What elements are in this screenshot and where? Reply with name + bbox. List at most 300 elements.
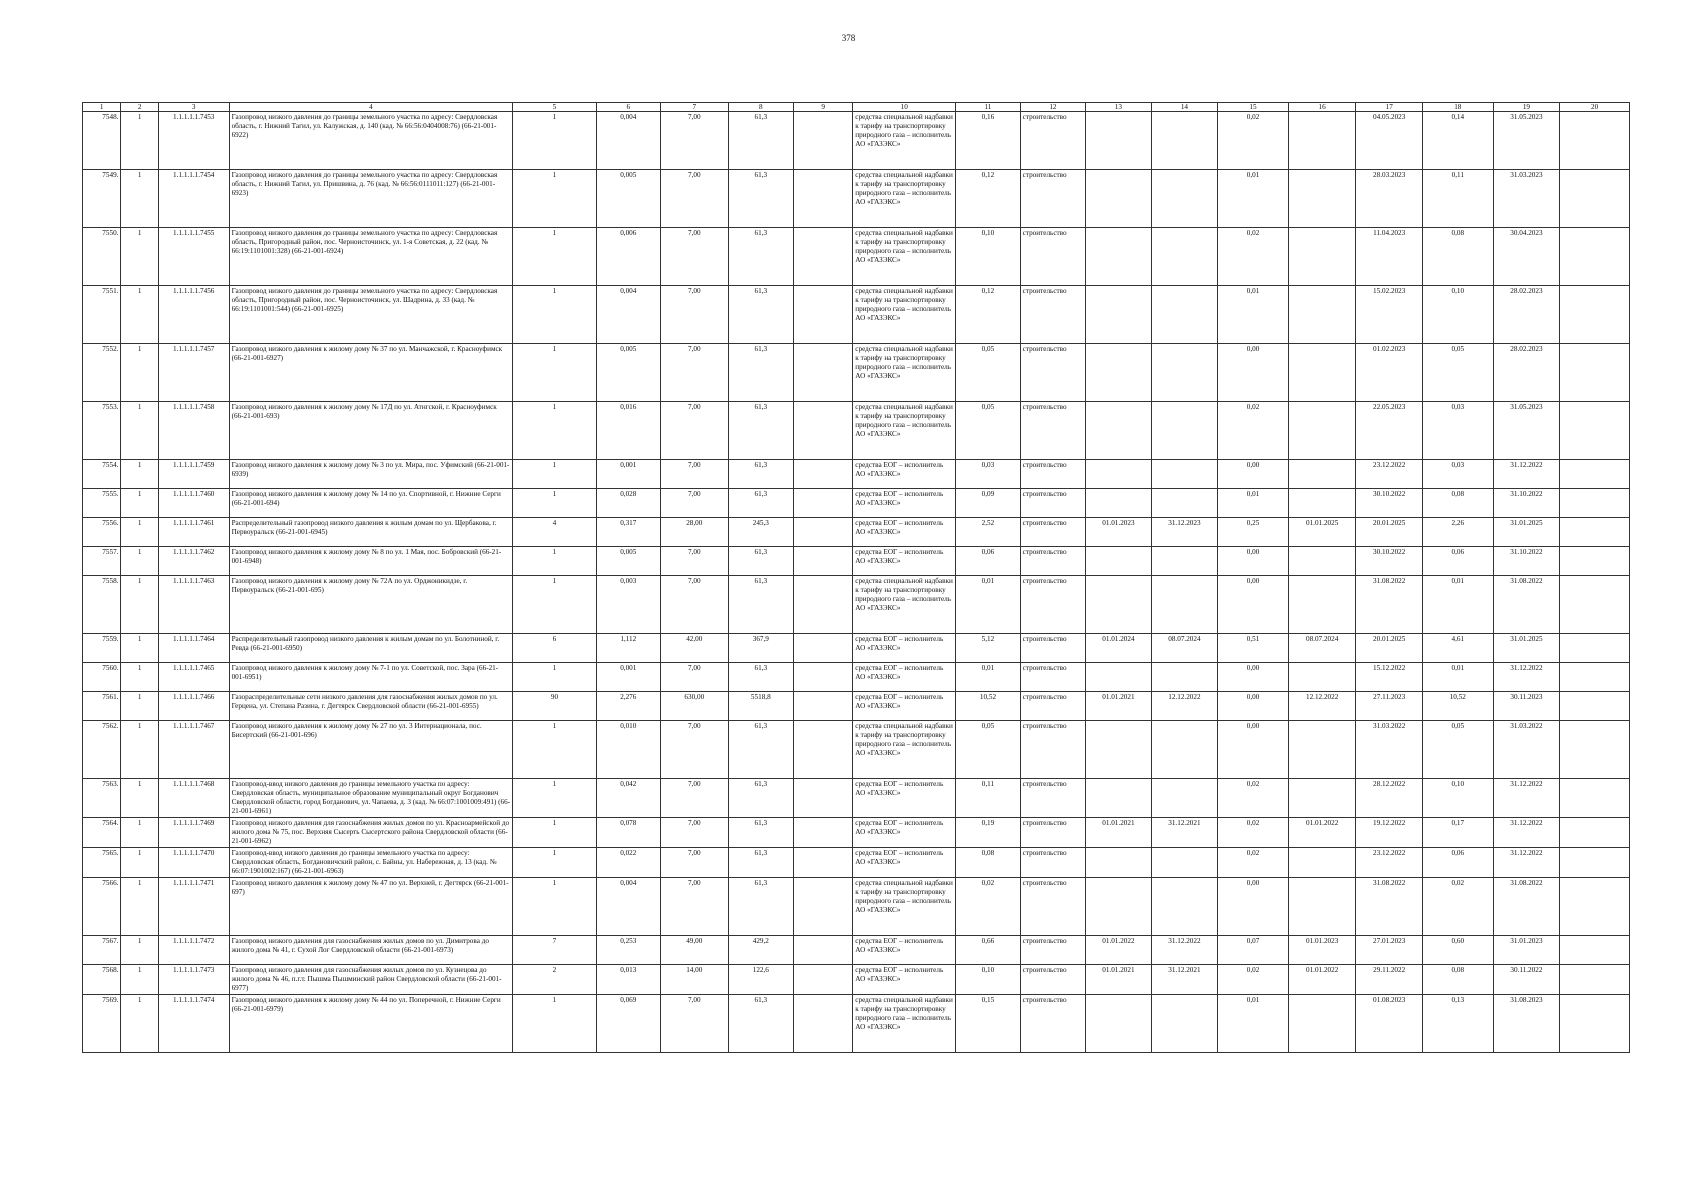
- col9-cell: [794, 692, 853, 721]
- row-number-cell: 7553.: [83, 402, 121, 460]
- table-row: [83, 489, 1630, 518]
- completion-date-cell: 31.10.2022: [1493, 547, 1560, 576]
- length-cell: 0,001: [596, 663, 660, 692]
- col5-cell: 7: [513, 936, 596, 965]
- work-type-cell: строительство: [1020, 634, 1085, 663]
- table-row: [83, 576, 1630, 634]
- col8-cell: 367,9: [728, 634, 793, 663]
- funding-source-cell: средства специальной надбавки к тарифу на транспортировку природного газа – исполнитель АО «ГАЗЭКС»: [853, 286, 956, 344]
- col7-cell: 42,00: [661, 634, 729, 663]
- project-code-cell: 1.1.1.1.1.7472: [158, 936, 229, 965]
- project-code-cell: 1.1.1.1.1.7454: [158, 170, 229, 228]
- table-row: [83, 818, 1630, 848]
- col9-cell: [794, 965, 853, 995]
- col15-cell: 0,02: [1218, 965, 1289, 995]
- col8-cell: 61,3: [728, 721, 793, 779]
- quantity-cell: 1: [121, 818, 158, 848]
- col15-cell: 0,02: [1218, 779, 1289, 818]
- cost-cell: 0,09: [956, 489, 1020, 518]
- funding-source-cell: средства ЕОГ – исполнитель АО «ГАЗЭКС»: [853, 936, 956, 965]
- col18-cell: 0,03: [1422, 402, 1493, 460]
- col8-cell: 61,3: [728, 286, 793, 344]
- col15-cell: 0,01: [1218, 995, 1289, 1053]
- end-date-cell: [1151, 170, 1218, 228]
- project-code-cell: 1.1.1.1.1.7468: [158, 779, 229, 818]
- work-type-cell: строительство: [1020, 936, 1085, 965]
- col5-cell: 1: [513, 995, 596, 1053]
- col5-cell: 4: [513, 518, 596, 547]
- quantity-cell: 1: [121, 547, 158, 576]
- col8-cell: 61,3: [728, 112, 793, 170]
- work-type-cell: строительство: [1020, 460, 1085, 489]
- start-date-cell: [1086, 576, 1151, 634]
- cost-cell: 0,05: [956, 402, 1020, 460]
- start-date-cell: 01.01.2022: [1086, 936, 1151, 965]
- length-cell: 0,069: [596, 995, 660, 1053]
- col20-cell: [1560, 286, 1630, 344]
- col16-cell: 01.01.2022: [1288, 818, 1356, 848]
- completion-date-cell: 31.12.2022: [1493, 779, 1560, 818]
- col9-cell: [794, 663, 853, 692]
- project-code-cell: 1.1.1.1.1.7467: [158, 721, 229, 779]
- project-name-cell: Газопровод низкого давления до границы земельного участка по адресу: Свердловская область, г. Нижний Тагил, ул. Калужская, д. 140 (кад. № 66:56:0404008:76) (66-21-001-6922): [229, 112, 513, 170]
- start-date-cell: [1086, 228, 1151, 286]
- work-type-cell: строительство: [1020, 489, 1085, 518]
- length-cell: 0,004: [596, 286, 660, 344]
- col18-cell: 0,01: [1422, 576, 1493, 634]
- end-date-cell: [1151, 721, 1218, 779]
- col17-date-cell: 22.05.2023: [1356, 402, 1423, 460]
- row-number-cell: 7566.: [83, 878, 121, 936]
- completion-date-cell: 31.01.2025: [1493, 634, 1560, 663]
- end-date-cell: [1151, 878, 1218, 936]
- end-date-cell: [1151, 995, 1218, 1053]
- col8-cell: 61,3: [728, 170, 793, 228]
- row-number-cell: 7554.: [83, 460, 121, 489]
- start-date-cell: 01.01.2024: [1086, 634, 1151, 663]
- cost-cell: 0,02: [956, 878, 1020, 936]
- col15-cell: 0,01: [1218, 170, 1289, 228]
- col5-cell: 1: [513, 170, 596, 228]
- completion-date-cell: 31.12.2022: [1493, 818, 1560, 848]
- col9-cell: [794, 228, 853, 286]
- length-cell: 0,042: [596, 779, 660, 818]
- length-cell: 0,004: [596, 112, 660, 170]
- quantity-cell: 1: [121, 878, 158, 936]
- table-row: [83, 878, 1630, 936]
- completion-date-cell: 30.11.2022: [1493, 965, 1560, 995]
- col20-cell: [1560, 878, 1630, 936]
- table-row: [83, 286, 1630, 344]
- row-number-cell: 7556.: [83, 518, 121, 547]
- completion-date-cell: 30.11.2023: [1493, 692, 1560, 721]
- funding-source-cell: средства ЕОГ – исполнитель АО «ГАЗЭКС»: [853, 965, 956, 995]
- project-name-cell: Газопровод низкого давления к жилому дому № 7-1 по ул. Советской, пос. Зара (66-21-001-6951): [229, 663, 513, 692]
- col17-date-cell: 01.02.2023: [1356, 344, 1423, 402]
- end-date-cell: [1151, 779, 1218, 818]
- col7-cell: 7,00: [661, 228, 729, 286]
- quantity-cell: 1: [121, 965, 158, 995]
- quantity-cell: 1: [121, 779, 158, 818]
- work-type-cell: строительство: [1020, 286, 1085, 344]
- funding-source-cell: средства специальной надбавки к тарифу на транспортировку природного газа – исполнитель АО «ГАЗЭКС»: [853, 112, 956, 170]
- col9-cell: [794, 344, 853, 402]
- project-code-cell: 1.1.1.1.1.7474: [158, 995, 229, 1053]
- start-date-cell: [1086, 112, 1151, 170]
- start-date-cell: [1086, 489, 1151, 518]
- col18-cell: 0,11: [1422, 170, 1493, 228]
- table-row: [83, 965, 1630, 995]
- completion-date-cell: 31.01.2025: [1493, 518, 1560, 547]
- col17-date-cell: 15.02.2023: [1356, 286, 1423, 344]
- quantity-cell: 1: [121, 692, 158, 721]
- project-code-cell: 1.1.1.1.1.7461: [158, 518, 229, 547]
- col20-cell: [1560, 228, 1630, 286]
- col7-cell: 7,00: [661, 818, 729, 848]
- col18-cell: 0,08: [1422, 489, 1493, 518]
- cost-cell: 2,52: [956, 518, 1020, 547]
- col17-date-cell: 29.11.2022: [1356, 965, 1423, 995]
- col5-cell: 1: [513, 286, 596, 344]
- col5-cell: 1: [513, 818, 596, 848]
- length-cell: 0,005: [596, 547, 660, 576]
- project-name-cell: Распределительный газопровод низкого давления к жилым домам по ул. Болотниной, г. Ревда (66-21-001-6950): [229, 634, 513, 663]
- end-date-cell: [1151, 344, 1218, 402]
- end-date-cell: [1151, 576, 1218, 634]
- col5-cell: 6: [513, 634, 596, 663]
- column-header: 18: [1422, 103, 1493, 112]
- quantity-cell: 1: [121, 663, 158, 692]
- length-cell: 0,013: [596, 965, 660, 995]
- col8-cell: 61,3: [728, 460, 793, 489]
- cost-cell: 10,52: [956, 692, 1020, 721]
- col17-date-cell: 23.12.2022: [1356, 848, 1423, 878]
- col8-cell: 61,3: [728, 402, 793, 460]
- length-cell: 1,112: [596, 634, 660, 663]
- col5-cell: 1: [513, 878, 596, 936]
- column-header: 2: [121, 103, 158, 112]
- col7-cell: 14,00: [661, 965, 729, 995]
- work-type-cell: строительство: [1020, 878, 1085, 936]
- end-date-cell: [1151, 848, 1218, 878]
- col16-cell: [1288, 228, 1356, 286]
- col20-cell: [1560, 547, 1630, 576]
- project-name-cell: Газопровод низкого давления до границы земельного участка по адресу: Свердловская область, Пригородный район, пос. Черноисточинск, ул. Шадрина, д. 33 (кад. № 66:19:1101001:544) (66-21-001-6925): [229, 286, 513, 344]
- col17-date-cell: 30.10.2022: [1356, 547, 1423, 576]
- col7-cell: 7,00: [661, 170, 729, 228]
- end-date-cell: [1151, 112, 1218, 170]
- funding-source-cell: средства ЕОГ – исполнитель АО «ГАЗЭКС»: [853, 460, 956, 489]
- end-date-cell: [1151, 489, 1218, 518]
- column-header: 12: [1020, 103, 1085, 112]
- length-cell: 0,005: [596, 170, 660, 228]
- cost-cell: 0,16: [956, 112, 1020, 170]
- col16-cell: 08.07.2024: [1288, 634, 1356, 663]
- col17-date-cell: 19.12.2022: [1356, 818, 1423, 848]
- start-date-cell: [1086, 848, 1151, 878]
- quantity-cell: 1: [121, 344, 158, 402]
- cost-cell: 0,10: [956, 228, 1020, 286]
- completion-date-cell: 31.03.2023: [1493, 170, 1560, 228]
- completion-date-cell: 31.10.2022: [1493, 489, 1560, 518]
- row-number-cell: 7558.: [83, 576, 121, 634]
- completion-date-cell: 31.05.2023: [1493, 402, 1560, 460]
- completion-date-cell: 31.08.2023: [1493, 995, 1560, 1053]
- project-name-cell: Газопровод низкого давления к жилому дому № 37 по ул. Манчажской, г. Красноуфимск (66-21-001-6927): [229, 344, 513, 402]
- end-date-cell: 31.12.2023: [1151, 518, 1218, 547]
- col16-cell: [1288, 663, 1356, 692]
- quantity-cell: 1: [121, 518, 158, 547]
- end-date-cell: 08.07.2024: [1151, 634, 1218, 663]
- column-header: 20: [1560, 103, 1630, 112]
- col7-cell: 7,00: [661, 779, 729, 818]
- col16-cell: 01.01.2022: [1288, 965, 1356, 995]
- col5-cell: 1: [513, 721, 596, 779]
- project-name-cell: Газопровод низкого давления до границы земельного участка по адресу: Свердловская область, г. Нижний Тагил, ул. Пришвина, д. 76 (кад. № 66:56:0111011:127) (66-21-001-6923): [229, 170, 513, 228]
- project-name-cell: Газопровод-ввод низкого давления до границы земельного участка по адресу: Свердловская область, Богдановичский район, с. Байны, ул. Набережная, д. 13 (кад. № 66:07:1901002:167) (66-21-001-6963): [229, 848, 513, 878]
- column-header: 19: [1493, 103, 1560, 112]
- start-date-cell: [1086, 547, 1151, 576]
- work-type-cell: строительство: [1020, 402, 1085, 460]
- table-row: [83, 228, 1630, 286]
- col15-cell: 0,02: [1218, 228, 1289, 286]
- end-date-cell: [1151, 460, 1218, 489]
- cost-cell: 0,19: [956, 818, 1020, 848]
- funding-source-cell: средства ЕОГ – исполнитель АО «ГАЗЭКС»: [853, 779, 956, 818]
- col20-cell: [1560, 344, 1630, 402]
- col17-date-cell: 27.01.2023: [1356, 936, 1423, 965]
- work-type-cell: строительство: [1020, 965, 1085, 995]
- end-date-cell: 31.12.2021: [1151, 818, 1218, 848]
- col17-date-cell: 27.11.2023: [1356, 692, 1423, 721]
- col15-cell: 0,07: [1218, 936, 1289, 965]
- length-cell: 0,028: [596, 489, 660, 518]
- project-code-cell: 1.1.1.1.1.7456: [158, 286, 229, 344]
- table-row: [83, 634, 1630, 663]
- project-name-cell: Газопровод низкого давления до границы земельного участка по адресу: Свердловская область, Пригородный район, пос. Черноисточинск, ул. 1-я Советская, д. 22 (кад. № 66:19:1101001:328) (66-21-001-6924): [229, 228, 513, 286]
- funding-source-cell: средства ЕОГ – исполнитель АО «ГАЗЭКС»: [853, 848, 956, 878]
- col18-cell: 0,05: [1422, 721, 1493, 779]
- col17-date-cell: 28.12.2022: [1356, 779, 1423, 818]
- row-number-cell: 7550.: [83, 228, 121, 286]
- col15-cell: 0,00: [1218, 547, 1289, 576]
- col18-cell: 0,60: [1422, 936, 1493, 965]
- col8-cell: 245,3: [728, 518, 793, 547]
- col9-cell: [794, 402, 853, 460]
- col8-cell: 429,2: [728, 936, 793, 965]
- table-row: [83, 779, 1630, 818]
- col20-cell: [1560, 634, 1630, 663]
- length-cell: 0,010: [596, 721, 660, 779]
- col18-cell: 0,06: [1422, 848, 1493, 878]
- col7-cell: 7,00: [661, 460, 729, 489]
- completion-date-cell: 31.03.2022: [1493, 721, 1560, 779]
- investment-table: [82, 102, 1630, 1053]
- col18-cell: 0,13: [1422, 995, 1493, 1053]
- length-cell: 0,004: [596, 878, 660, 936]
- length-cell: 0,005: [596, 344, 660, 402]
- row-number-cell: 7555.: [83, 489, 121, 518]
- row-number-cell: 7569.: [83, 995, 121, 1053]
- col7-cell: 7,00: [661, 721, 729, 779]
- quantity-cell: 1: [121, 170, 158, 228]
- col16-cell: [1288, 576, 1356, 634]
- col18-cell: 0,17: [1422, 818, 1493, 848]
- project-name-cell: Газопровод низкого давления для газоснабжения жилых домов по ул. Кузнецова до жилого дома № 46, п.г.т. Пышма Пышминский район Свердловской области (66-21-001-6977): [229, 965, 513, 995]
- col18-cell: 0,03: [1422, 460, 1493, 489]
- col5-cell: 1: [513, 547, 596, 576]
- table-row: [83, 518, 1630, 547]
- row-number-cell: 7549.: [83, 170, 121, 228]
- col9-cell: [794, 818, 853, 848]
- project-code-cell: 1.1.1.1.1.7459: [158, 460, 229, 489]
- col15-cell: 0,00: [1218, 344, 1289, 402]
- end-date-cell: [1151, 663, 1218, 692]
- col5-cell: 1: [513, 779, 596, 818]
- project-code-cell: 1.1.1.1.1.7466: [158, 692, 229, 721]
- col18-cell: 0,02: [1422, 878, 1493, 936]
- quantity-cell: 1: [121, 576, 158, 634]
- column-header: 10: [853, 103, 956, 112]
- col16-cell: [1288, 779, 1356, 818]
- col17-date-cell: 31.08.2022: [1356, 878, 1423, 936]
- col9-cell: [794, 460, 853, 489]
- funding-source-cell: средства ЕОГ – исполнитель АО «ГАЗЭКС»: [853, 518, 956, 547]
- col17-date-cell: 15.12.2022: [1356, 663, 1423, 692]
- project-code-cell: 1.1.1.1.1.7464: [158, 634, 229, 663]
- row-number-cell: 7563.: [83, 779, 121, 818]
- col16-cell: [1288, 170, 1356, 228]
- row-number-cell: 7562.: [83, 721, 121, 779]
- col15-cell: 0,00: [1218, 576, 1289, 634]
- table-row: [83, 460, 1630, 489]
- column-header: 15: [1218, 103, 1289, 112]
- row-number-cell: 7567.: [83, 936, 121, 965]
- row-number-cell: 7568.: [83, 965, 121, 995]
- cost-cell: 0,01: [956, 576, 1020, 634]
- project-name-cell: Газопровод низкого давления к жилому дому № 44 по ул. Поперечной, г. Нижние Серги (66-21-001-6979): [229, 995, 513, 1053]
- funding-source-cell: средства специальной надбавки к тарифу на транспортировку природного газа – исполнитель АО «ГАЗЭКС»: [853, 402, 956, 460]
- col15-cell: 0,00: [1218, 460, 1289, 489]
- col16-cell: 01.01.2023: [1288, 936, 1356, 965]
- funding-source-cell: средства ЕОГ – исполнитель АО «ГАЗЭКС»: [853, 818, 956, 848]
- project-code-cell: 1.1.1.1.1.7453: [158, 112, 229, 170]
- project-code-cell: 1.1.1.1.1.7460: [158, 489, 229, 518]
- row-number-cell: 7557.: [83, 547, 121, 576]
- col8-cell: 61,3: [728, 878, 793, 936]
- col7-cell: 7,00: [661, 489, 729, 518]
- row-number-cell: 7564.: [83, 818, 121, 848]
- project-code-cell: 1.1.1.1.1.7455: [158, 228, 229, 286]
- completion-date-cell: 31.12.2022: [1493, 848, 1560, 878]
- quantity-cell: 1: [121, 402, 158, 460]
- project-name-cell: Газопровод низкого давления к жилому дому № 47 по ул. Верхней, г. Дегтярск (66-21-001-697): [229, 878, 513, 936]
- col15-cell: 0,25: [1218, 518, 1289, 547]
- column-header: 3: [158, 103, 229, 112]
- project-code-cell: 1.1.1.1.1.7463: [158, 576, 229, 634]
- column-header: 13: [1086, 103, 1151, 112]
- project-name-cell: Распределительный газопровод низкого давления к жилым домам по ул. Щербакова, г. Первоуральск (66-21-001-6945): [229, 518, 513, 547]
- cost-cell: 0,66: [956, 936, 1020, 965]
- col7-cell: 630,00: [661, 692, 729, 721]
- col17-date-cell: 20.01.2025: [1356, 518, 1423, 547]
- length-cell: 0,317: [596, 518, 660, 547]
- col18-cell: 2,26: [1422, 518, 1493, 547]
- col5-cell: 1: [513, 489, 596, 518]
- col5-cell: 1: [513, 663, 596, 692]
- col15-cell: 0,00: [1218, 663, 1289, 692]
- completion-date-cell: 31.05.2023: [1493, 112, 1560, 170]
- col20-cell: [1560, 848, 1630, 878]
- start-date-cell: 01.01.2023: [1086, 518, 1151, 547]
- completion-date-cell: 31.08.2022: [1493, 576, 1560, 634]
- quantity-cell: 1: [121, 112, 158, 170]
- col8-cell: 61,3: [728, 576, 793, 634]
- completion-date-cell: 31.01.2023: [1493, 936, 1560, 965]
- col15-cell: 0,00: [1218, 692, 1289, 721]
- col8-cell: 122,6: [728, 965, 793, 995]
- start-date-cell: [1086, 878, 1151, 936]
- column-header: 11: [956, 103, 1020, 112]
- cost-cell: 0,05: [956, 344, 1020, 402]
- col16-cell: [1288, 995, 1356, 1053]
- col8-cell: 61,3: [728, 779, 793, 818]
- cost-cell: 0,01: [956, 663, 1020, 692]
- work-type-cell: строительство: [1020, 344, 1085, 402]
- work-type-cell: строительство: [1020, 228, 1085, 286]
- col9-cell: [794, 489, 853, 518]
- start-date-cell: [1086, 721, 1151, 779]
- col7-cell: 7,00: [661, 402, 729, 460]
- start-date-cell: [1086, 170, 1151, 228]
- project-name-cell: Газопровод низкого давления к жилому дому № 72А по ул. Орджоникидзе, г. Первоуральск (66-21-001-695): [229, 576, 513, 634]
- col16-cell: [1288, 721, 1356, 779]
- table-row: [83, 721, 1630, 779]
- col17-date-cell: 01.08.2023: [1356, 995, 1423, 1053]
- col9-cell: [794, 878, 853, 936]
- col17-date-cell: 20.01.2025: [1356, 634, 1423, 663]
- start-date-cell: 01.01.2021: [1086, 692, 1151, 721]
- project-name-cell: Газопровод низкого давления к жилому дому № 27 по ул. 3 Интернационала, пос. Бисертский (66-21-001-696): [229, 721, 513, 779]
- col17-date-cell: 28.03.2023: [1356, 170, 1423, 228]
- project-code-cell: 1.1.1.1.1.7465: [158, 663, 229, 692]
- col8-cell: 61,3: [728, 818, 793, 848]
- row-number-cell: 7552.: [83, 344, 121, 402]
- col15-cell: 0,00: [1218, 721, 1289, 779]
- row-number-cell: 7560.: [83, 663, 121, 692]
- work-type-cell: строительство: [1020, 112, 1085, 170]
- column-header: 1: [83, 103, 121, 112]
- funding-source-cell: средства специальной надбавки к тарифу на транспортировку природного газа – исполнитель АО «ГАЗЭКС»: [853, 995, 956, 1053]
- col17-date-cell: 11.04.2023: [1356, 228, 1423, 286]
- col5-cell: 1: [513, 402, 596, 460]
- col8-cell: 5518,8: [728, 692, 793, 721]
- col9-cell: [794, 286, 853, 344]
- col20-cell: [1560, 402, 1630, 460]
- col9-cell: [794, 995, 853, 1053]
- cost-cell: 5,12: [956, 634, 1020, 663]
- work-type-cell: строительство: [1020, 692, 1085, 721]
- col7-cell: 7,00: [661, 576, 729, 634]
- col5-cell: 1: [513, 112, 596, 170]
- start-date-cell: [1086, 344, 1151, 402]
- length-cell: 0,078: [596, 818, 660, 848]
- table-row: [83, 936, 1630, 965]
- column-header: 6: [596, 103, 660, 112]
- project-name-cell: Газопровод низкого давления для газоснабжения жилых домов по ул. Красноармейской до жилого дома № 75, пос. Верхняя Сысерть Сысертского района Свердловской области (66-21-001-6962): [229, 818, 513, 848]
- col16-cell: [1288, 344, 1356, 402]
- col17-date-cell: 30.10.2022: [1356, 489, 1423, 518]
